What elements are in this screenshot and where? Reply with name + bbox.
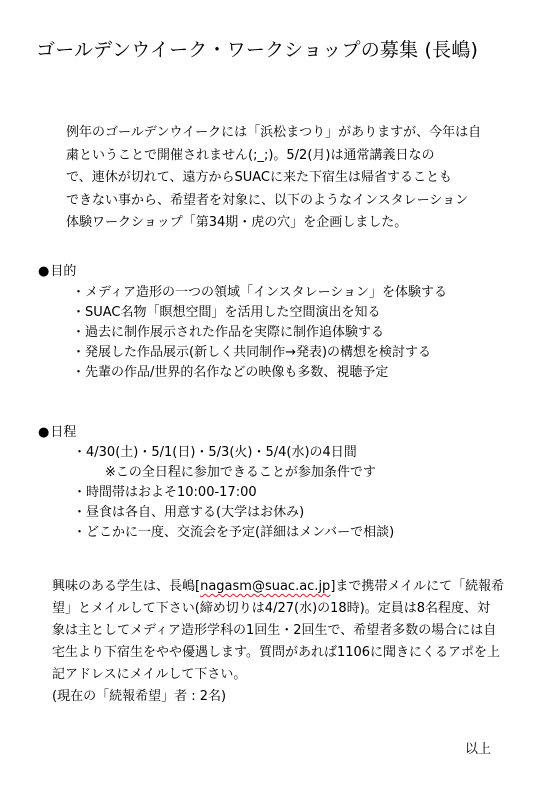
contact-paragraph — [52, 576, 512, 708]
schedule-heading — [38, 423, 76, 443]
schedule-list — [73, 443, 394, 543]
list-item: ・過去に制作展示された作品を実際に制作追体験する — [72, 325, 385, 340]
list-item: ・4/30(土)・5/1(日)・5/3(火)・5/4(水)の4日間 — [73, 445, 357, 460]
list-item: ・時間帯はおよそ10:00-17:00 — [73, 485, 257, 500]
contact-line: (現在の「続報希望」者 : 2名) — [52, 689, 227, 704]
list-item: ・メディア造形の一つの領域「インスタレーション」を体験する — [72, 285, 448, 300]
intro-line: で、連休が切れて、遠方からSUACに来た下宿生は帰省することも — [66, 170, 452, 185]
contact-line: 記アドレスにメイルして下さい。 — [52, 667, 247, 682]
email-link[interactable]: nagasm@suac.ac.jp — [200, 579, 331, 594]
contact-text: 興味のある学生は、長嶋[ — [52, 579, 201, 594]
list-item: ・どこかに一度、交流会を予定(詳細はメンバーで相談) — [73, 525, 395, 540]
intro-line: できない事から、希望者を対象に、以下のようなインスタレーション — [66, 192, 469, 208]
list-item: ・発展した作品展示(新しく共同制作→発表)の構想を検討する — [72, 345, 432, 360]
contact-line — [52, 576, 512, 598]
schedule-heading-label: 日程 — [50, 425, 77, 440]
list-item: ・昼食は各自、用意する(大学はお休み) — [73, 505, 305, 520]
purpose-list — [72, 283, 447, 383]
closing-text: 以上 — [465, 742, 492, 757]
intro-paragraph — [66, 122, 482, 235]
list-item: ・先輩の作品/世界的名作などの映像も多数、視聴予定 — [72, 365, 389, 380]
bullet-icon: ● — [38, 264, 50, 279]
intro-line: 体験ワークショップ「第34期・虎の穴」を企画しました。 — [66, 215, 408, 230]
contact-text: ]まで携帯メイルにて「続報希 — [330, 579, 505, 594]
page-title: ゴールデンウイーク・ワークショップの募集 (長嶋) — [36, 39, 479, 61]
intro-line: 粛ということで開催されません(;_;)。5/2(月)は通常講義日なの — [66, 147, 435, 163]
contact-line: 望」とメイルして下さい(締め切りは4/27(水)の18時)。定員は8名程度、対 — [52, 601, 491, 616]
contact-line: 象は主としてメディア造形学科の1回生・2回生で、希望者多数の場合には自 — [52, 623, 497, 638]
purpose-heading-label: 目的 — [50, 264, 77, 279]
intro-line: 例年のゴールデンウイークには「浜松まつり」がありますが、今年は自 — [66, 125, 482, 140]
contact-line: 宅生より下宿生をやや優遇します。質問があれば1106に聞きにくるアポを上 — [52, 645, 501, 660]
list-item: ・SUAC名物「瞑想空間」を活用した空間演出を知る — [72, 305, 381, 320]
bullet-icon: ● — [38, 425, 50, 440]
list-note: ※この全日程に参加できることが参加条件です — [105, 465, 376, 480]
purpose-heading — [38, 262, 76, 282]
